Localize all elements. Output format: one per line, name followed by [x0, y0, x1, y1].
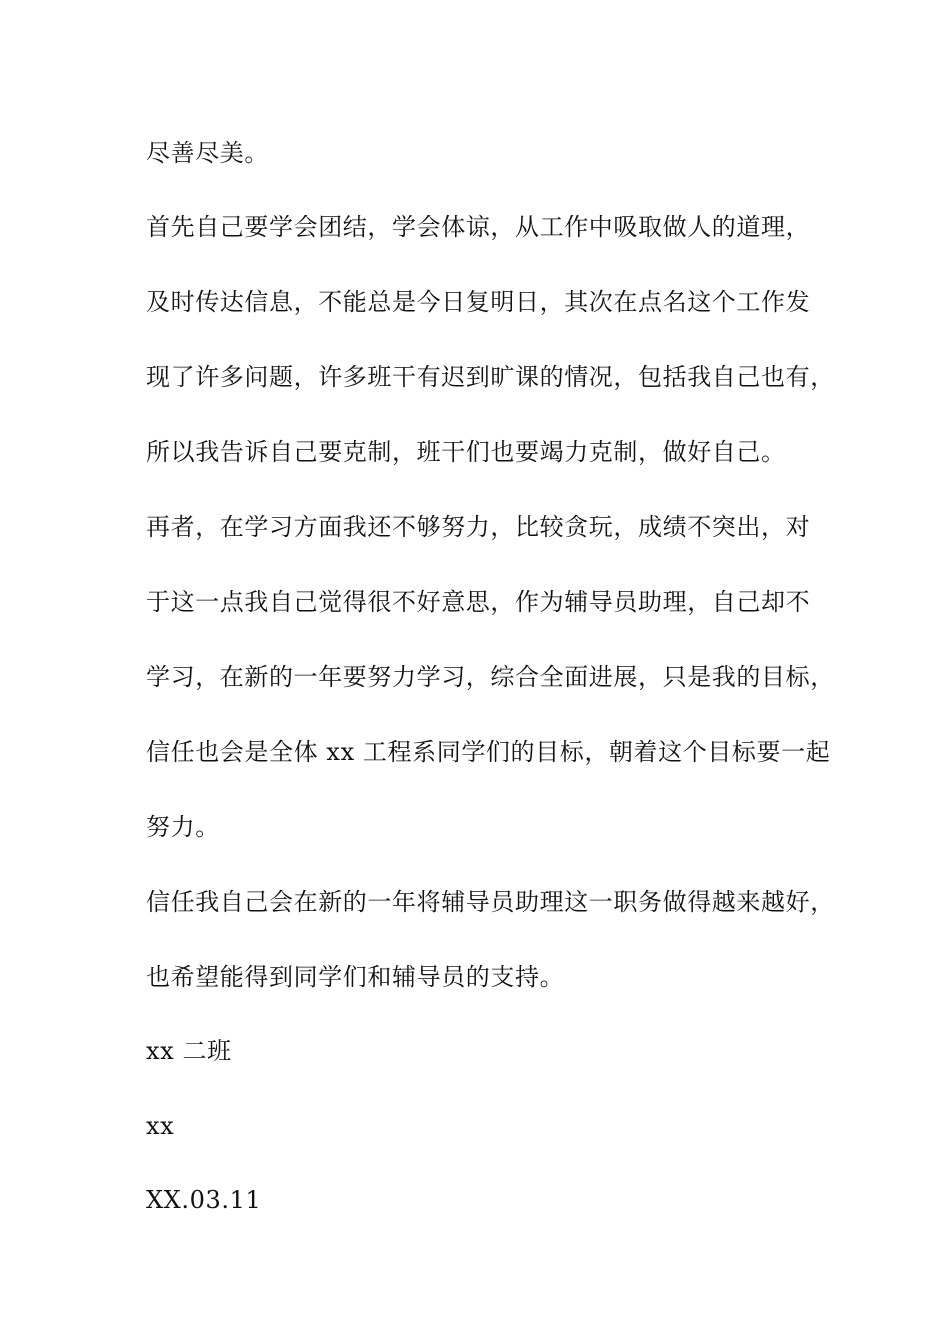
paragraph-line: 信任也会是全体 xx 工程系同学们的目标，朝着这个目标要一起 [146, 738, 831, 766]
paragraph-line: 及时传达信息，不能总是今日复明日，其次在点名这个工作发 [146, 288, 811, 316]
paragraph-line: 尽善尽美。 [146, 139, 269, 167]
paragraph-line: 现了许多问题，许多班干有迟到旷课的情况，包括我自己也有， [146, 363, 835, 391]
paragraph-line: 于这一点我自己觉得很不好意思，作为辅导员助理，自己却不 [146, 588, 811, 616]
paragraph-line: 也希望能得到同学们和辅导员的支持。 [146, 963, 565, 991]
paragraph-line: 首先自己要学会团结，学会体谅，从工作中吸取做人的道理， [146, 213, 811, 241]
paragraph-line: 信任我自己会在新的一年将辅导员助理这一职务做得越来越好， [146, 888, 835, 916]
paragraph-line: 努力。 [146, 813, 220, 841]
signature-date: XX.03.11 [146, 1186, 262, 1214]
paragraph-line: 所以我告诉自己要克制，班干们也要竭力克制，做好自己。 [146, 438, 786, 466]
paragraph-line: 学习，在新的一年要努力学习，综合全面进展，只是我的目标， [146, 663, 835, 691]
signature-name: xx [146, 1112, 175, 1140]
signature-class: xx 二班 [146, 1037, 232, 1065]
paragraph-line: 再者，在学习方面我还不够努力，比较贪玩，成绩不突出，对 [146, 513, 811, 541]
